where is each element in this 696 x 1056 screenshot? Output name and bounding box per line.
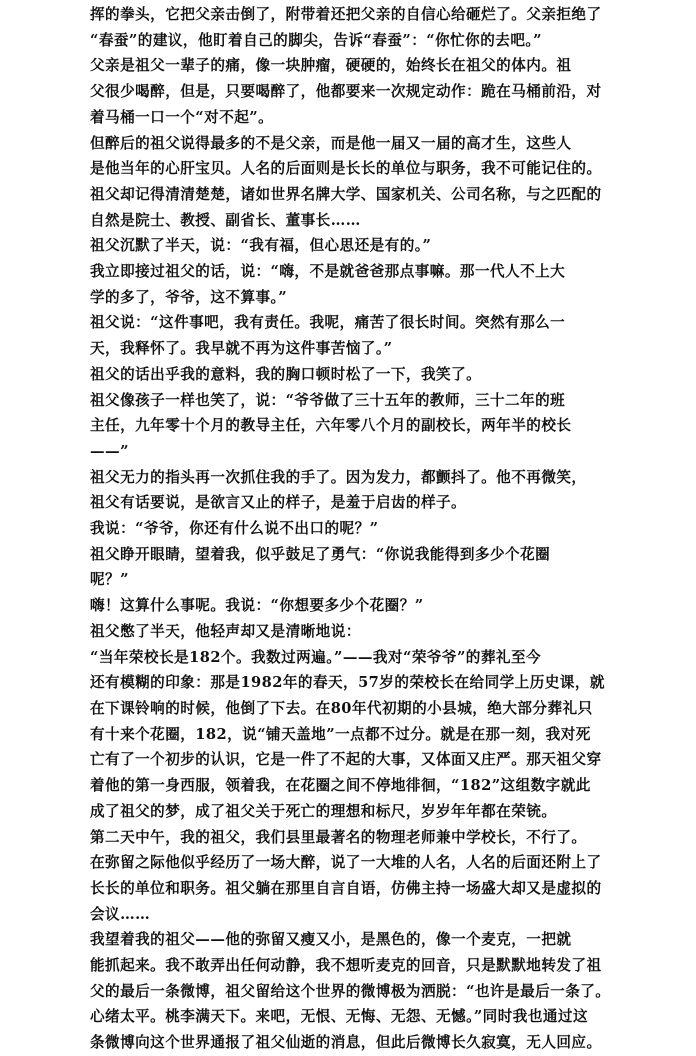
paragraph: 祖父憋了半天，他轻声却又是清晰地说： xyxy=(90,622,361,640)
paragraph: 祖父的话出乎我的意料，我的胸口顿时松了一下，我笑了。 xyxy=(90,365,482,383)
paragraph: “当年荣校长是182个。我数过两遍。”——我对“荣爷爷”的葬礼至今 还有模糊的印象：那是1982年的春天，57岁的荣校长在给同学上历史课，就 在下课铃响的时候，他倒了下去。在80年代初期的小县城，绝大部分葬礼只 有十来个花圈，182，说“铺天盖地”一点都不过分。就是在那一刻，我对死 亡有了一个初步的认识，它是一件了不起的大事，又体面又庄严。那天祖父穿 着他的第一身西服，领着我，在花圈之间不停地徘徊，“182”这组数字就此 成了祖父的梦，成了祖父关于死亡的理想和标尺，岁岁年年都在荣铳。 xyxy=(90,648,605,820)
paragraph: 我立即接过祖父的话，说：“嗨，不是就爸爸那点事嘛。那一代人不上大 学的多了，爷爷，这不算事。” xyxy=(90,263,566,306)
paragraph: 我说：“爷爷，你还有什么说不出口的呢？” xyxy=(90,520,379,538)
paragraph: 祖父像孩子一样也笑了，说：“爷爷做了三十五年的教师，三十二年的班 主任，九年零十个月的教导主任，六年零八个月的副校长，两年半的校长 ——” xyxy=(90,391,572,460)
paragraph: 祖父说：“这件事吧，我有责任。我呢，痛苦了很长时间。突然有那么一 天，我释怀了。我早就不再为这件事苦恼了。” xyxy=(90,314,566,358)
paragraph: 祖父睁开眼睛，望着我，似乎鼓足了勇气：“你说我能得到多少个花圈 呢？” xyxy=(90,545,551,589)
paragraph: 祖父无力的指头再一次抓住我的手了。因为发力，都颤抖了。他不再微笑， 祖父有话要说，是欲言又止的样子，是羞于启齿的样子。 xyxy=(90,468,587,512)
paragraph: 嗨！这算什么事呢。我说：“你想要多少个花圈？” xyxy=(90,597,424,615)
paragraph: 父亲是祖父一辈子的痛，像一块肿瘤，硬硬的，始终长在祖父的体内。祖 父很少喝醉，但是，只要喝醉了，他都要来一次规定动作：跪在马桶前沿，对 着马桶一口一个“对不起”。 xyxy=(90,57,602,126)
paragraph: 第二天中午，我的祖父，我们县里最著名的物理老师兼中学校长，不行了。 在弥留之际他似乎经历了一场大醉，说了一大堆的人名，人名的后面还附上了 长长的单位和职务。祖父躺在那里自言自语，仿佛主持一场盛大却又是虚拟的 会议…… xyxy=(90,828,602,923)
paragraph: 挥的拳头，它把父亲击倒了，附带着还把父亲的自信心给砸烂了。父亲拒绝了 “春蚕”的建议，他盯着自己的脚尖，告诉“春蚕”：“你忙你的去吧。” xyxy=(90,6,602,49)
paragraph: 但醉后的祖父说得最多的不是父亲，而是他一届又一届的高才生，这些人 是他当年的心肝宝贝。人名的后面则是长长的单位与职务，我不可能记住的。 祖父却记得清清楚楚，诸如世界名牌大学、国家机关、公司名称，与之匹配的 自然是院士、教授、副省长、董事长…… xyxy=(90,134,602,229)
paragraph: 我望着我的祖父——他的弥留又瘦又小，是黑色的，像一个麦克，一把就 能抓起来。我不敢弄出任何动静，我不想听麦克的回音，只是默默地转发了祖 父的最后一条微博，祖父留给这个世界的微博极为洒脱：“也许是最后一条了。 心绪太平。桃李满天下。来吧，无恨、无悔、无怨、无憾。”同时我也通过这 条微博向这个世界通报了祖父仙逝的消息，但此后微博长久寂寞，无人回应。 xyxy=(90,931,611,1052)
paragraph: 祖父沉默了半天，说：“我有福，但心思还是有的。” xyxy=(90,237,432,255)
